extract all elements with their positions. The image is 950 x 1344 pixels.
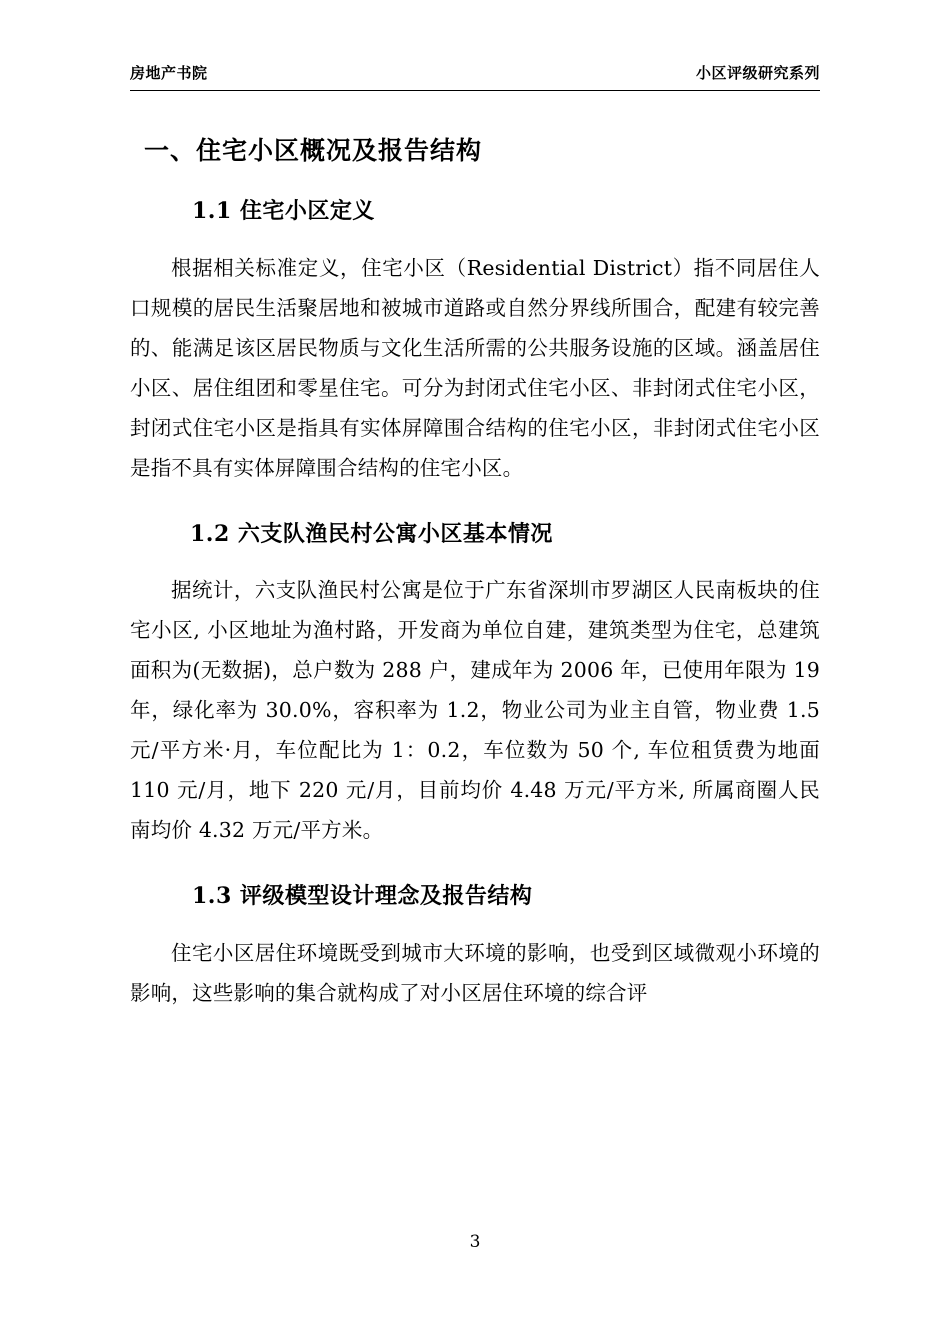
paragraph-1-3: 住宅小区居住环境既受到城市大环境的影响，也受到区域微观小环境的影响，这些影响的集合就构成了对小区居住环境的综合评 xyxy=(130,940,820,1005)
section-heading-1-1: 1.1 住宅小区定义 xyxy=(192,198,375,224)
header-left-text: 房地产书院 xyxy=(130,64,208,82)
section-heading-1-2: 1.2 六支队渔民村公寓小区基本情况 xyxy=(190,520,553,547)
header-divider xyxy=(130,90,820,91)
page-number: 3 xyxy=(469,1232,481,1252)
page-content xyxy=(130,62,820,1014)
section-heading-1-3: 1.3 评级模型设计理念及报告结构 xyxy=(192,883,533,910)
paragraph-1-2: 据统计，六支队渔民村公寓是位于广东省深圳市罗湖区人民南板块的住宅小区, 小区地址为渔村路，开发商为单位自建，建筑类型为住宅，总建筑面积为(无数据)，总户数为 288 户，建成年为 2006 年，已使用年限为 19 年，绿化率为 30.0%，容积率为 1.2，物业公司为业主自管，物业费 1.5 元/平方米·月，车位配比为 1：0.2，车位数为 50 个, 车位租赁费为地面 110 元/月，地下 220 元/月，目前均价 4.48 万元/平方米, 所属商圈人民南均价 4.32 万元/平方米。 xyxy=(130,578,820,843)
document-body xyxy=(130,133,820,1014)
chapter-heading: 一、住宅小区概况及报告结构 xyxy=(144,136,483,165)
page-footer xyxy=(0,1232,950,1252)
header-right-text: 小区评级研究系列 xyxy=(695,64,820,82)
page-header xyxy=(130,62,820,90)
paragraph-1-1: 根据相关标准定义，住宅小区（Residential District）指不同居住人口规模的居民生活聚居地和被城市道路或自然分界线所围合，配建有较完善的、能满足该区居民物质与文化生活所需的公共服务设施的区域。涵盖居住小区、居住组团和零星住宅。可分为封闭式住宅小区、非封闭式住宅小区，封闭式住宅小区是指具有实体屏障围合结构的住宅小区，非封闭式住宅小区是指不具有实体屏障围合结构的住宅小区。 xyxy=(130,255,820,480)
